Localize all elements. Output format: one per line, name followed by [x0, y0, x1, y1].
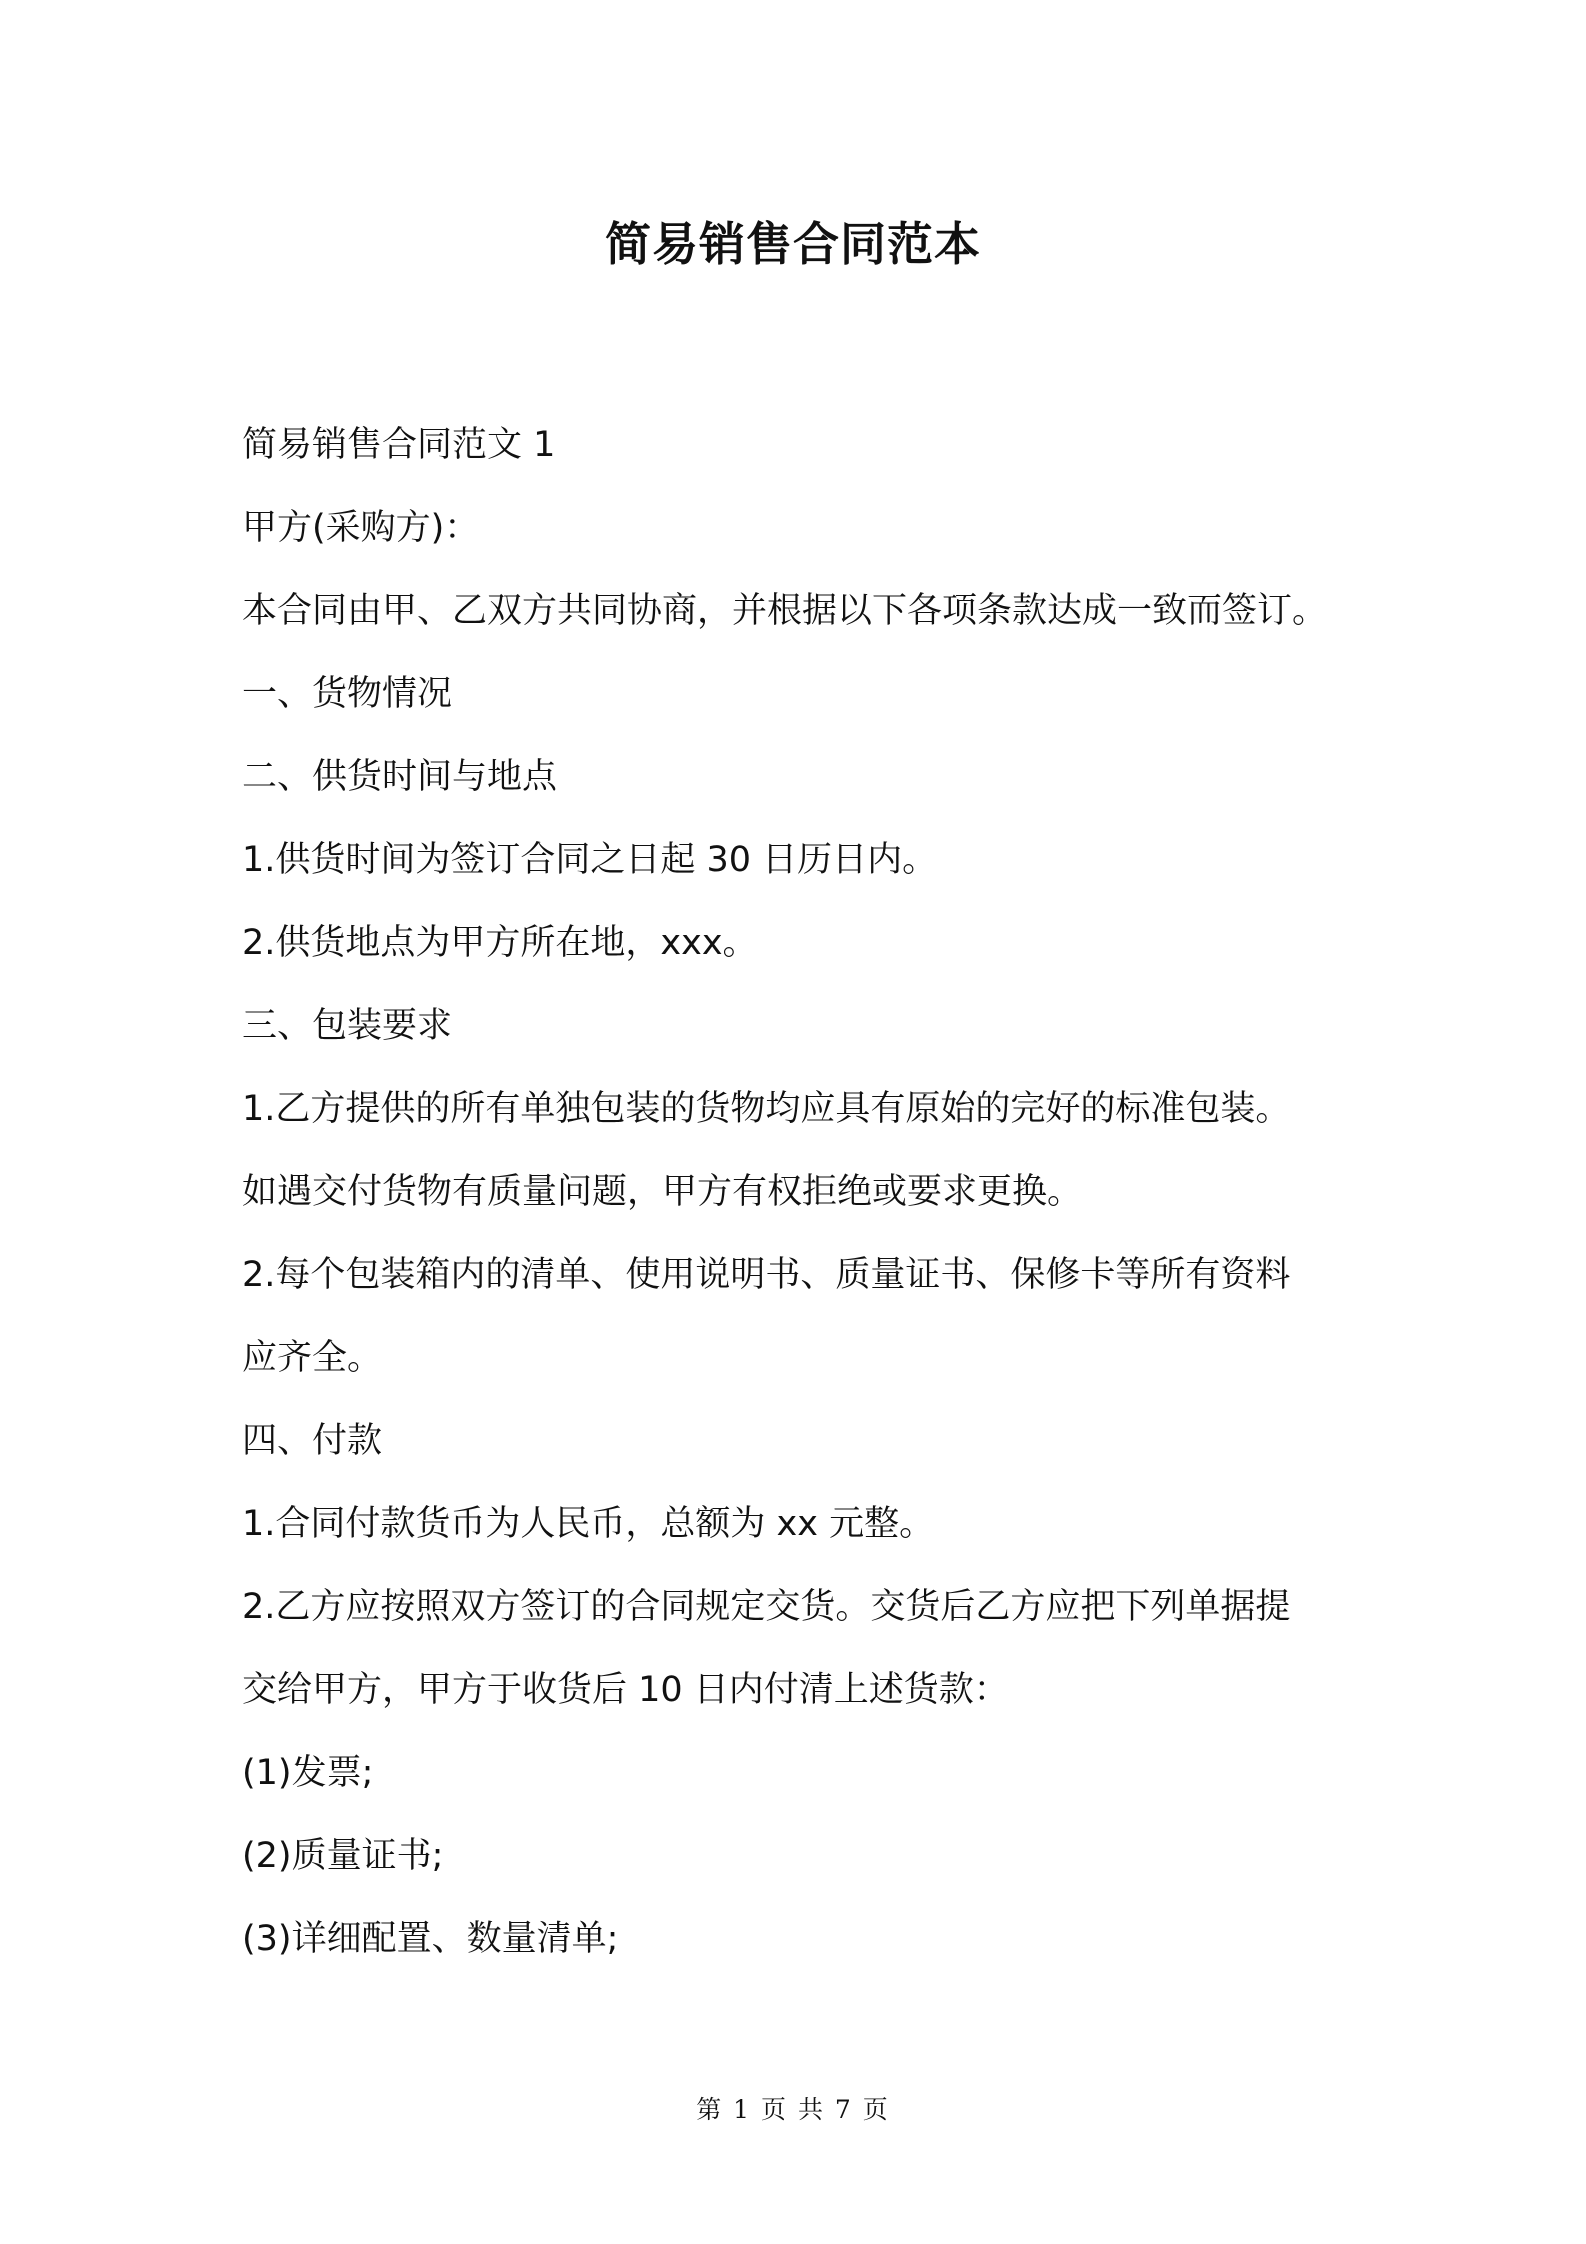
clause-heading-payment: 四、付款 — [242, 1421, 383, 1461]
clause-item: 1.乙方提供的所有单独包装的货物均应具有原始的完好的标准包装。 — [242, 1089, 1291, 1129]
document-list-item: (3)详细配置、数量清单; — [242, 1919, 619, 1959]
section-heading-fanwen-1: 简易销售合同范文 1 — [242, 425, 556, 465]
clause-item: 1.合同付款货币为人民币，总额为 xx 元整。 — [242, 1504, 935, 1544]
clause-item-continued: 如遇交付货物有质量问题，甲方有权拒绝或要求更换。 — [242, 1172, 1083, 1212]
document-body — [242, 404, 1362, 1981]
document-list-item: (2)质量证书; — [242, 1836, 444, 1876]
clause-heading-supply: 二、供货时间与地点 — [242, 757, 558, 797]
clause-item-continued: 交给甲方，甲方于收货后 10 日内付清上述货款： — [242, 1670, 1009, 1710]
clause-item: 2.乙方应按照双方签订的合同规定交货。交货后乙方应把下列单据提 — [242, 1587, 1291, 1627]
preamble-line: 本合同由甲、乙双方共同协商，并根据以下各项条款达成一致而签订。 — [242, 591, 1328, 631]
page-number-footer: 第 1 页 共 7 页 — [696, 2095, 890, 2124]
clause-heading-goods: 一、货物情况 — [242, 674, 453, 714]
clause-item: 1.供货时间为签订合同之日起 30 日历日内。 — [242, 840, 938, 880]
document-title: 简易销售合同范本 — [605, 217, 981, 271]
clause-item: 2.每个包装箱内的清单、使用说明书、质量证书、保修卡等所有资料 — [242, 1255, 1291, 1295]
document-list-item: (1)发票; — [242, 1753, 374, 1793]
party-a-line: 甲方(采购方)： — [242, 508, 480, 548]
clause-item-continued: 应齐全。 — [242, 1338, 383, 1378]
clause-heading-packaging: 三、包装要求 — [242, 1006, 453, 1046]
clause-item: 2.供货地点为甲方所在地，xxx。 — [242, 923, 758, 963]
